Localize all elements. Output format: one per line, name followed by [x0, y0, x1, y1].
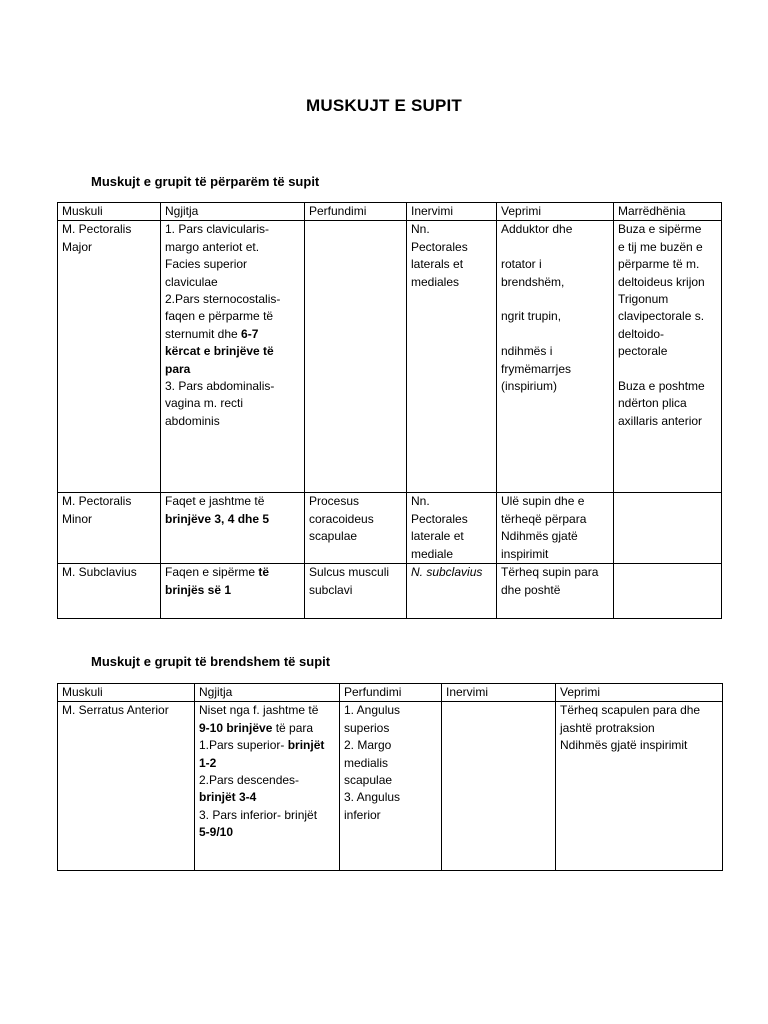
section-heading-internal: Muskujt e grupit të brendshem të supit: [91, 654, 331, 669]
header-marredhenia: Marrëdhënia: [614, 203, 722, 221]
cell-ngjitja: Faqet e jashtme të brinjëve 3, 4 dhe 5: [161, 493, 305, 564]
cell-muskuli: M. Subclavius: [58, 564, 161, 619]
cell-inervimi: N. subclavius: [407, 564, 497, 619]
cell-ngjitja: Faqen e sipërme të brinjës së 1: [161, 564, 305, 619]
cell-muskuli: M. Serratus Anterior: [58, 702, 195, 871]
cell-marredhenia: Buza e sipërme e tij me buzën e përparme të m. deltoideus krijon Trigonum clavipectorale s. deltoido- pectorale Buza e poshtme ndërton plica axillaris anterior: [614, 221, 722, 493]
anterior-muscles-table: [57, 202, 722, 619]
header-muskuli: Muskuli: [58, 203, 161, 221]
cell-perfundimi: [305, 221, 407, 493]
cell-veprimi: Tërheq supin para dhe poshtë: [497, 564, 614, 619]
header-inervimi: Inervimi: [442, 684, 556, 702]
cell-inervimi: [442, 702, 556, 871]
table-header-row: [58, 684, 723, 702]
table-row: [58, 564, 722, 619]
header-muskuli: Muskuli: [58, 684, 195, 702]
cell-marredhenia: [614, 493, 722, 564]
section-heading-anterior: Muskujt e grupit të përparëm të supit: [91, 174, 320, 189]
header-ngjitja: Ngjitja: [161, 203, 305, 221]
cell-inervimi: Nn. Pectorales laterals et mediales: [407, 221, 497, 493]
cell-veprimi: Adduktor dhe rotator i brendshëm, ngrit trupin, ndihmës i frymëmarrjes (inspirium): [497, 221, 614, 493]
header-veprimi: Veprimi: [556, 684, 723, 702]
cell-perfundimi: 1. Angulus superios 2. Margo medialis scapulae 3. Angulus inferior: [340, 702, 442, 871]
cell-muskuli: M. Pectoralis Major: [58, 221, 161, 493]
table-row: [58, 221, 722, 493]
cell-veprimi: Tërheq scapulen para dhe jashtë protraksion Ndihmës gjatë inspirimit: [556, 702, 723, 871]
table-header-row: [58, 203, 722, 221]
cell-perfundimi: Procesus coracoideus scapulae: [305, 493, 407, 564]
header-perfundimi: Perfundimi: [305, 203, 407, 221]
header-perfundimi: Perfundimi: [340, 684, 442, 702]
cell-marredhenia: [614, 564, 722, 619]
cell-perfundimi: Sulcus musculi subclavi: [305, 564, 407, 619]
cell-muskuli: M. Pectoralis Minor: [58, 493, 161, 564]
cell-inervimi: Nn. Pectorales laterale et mediale: [407, 493, 497, 564]
cell-veprimi: Ulë supin dhe e tërheqë përpara Ndihmës gjatë inspirimit: [497, 493, 614, 564]
internal-muscles-table: [57, 683, 723, 871]
cell-ngjitja: Niset nga f. jashtme të 9-10 brinjëve të para 1.Pars superior- brinjët 1-2 2.Pars descendes- brinjët 3-4 3. Pars inferior- brinjët 5-9/10: [195, 702, 340, 871]
header-inervimi: Inervimi: [407, 203, 497, 221]
page-title: MUSKUJT E SUPIT: [305, 96, 463, 115]
header-veprimi: Veprimi: [497, 203, 614, 221]
table-row: [58, 493, 722, 564]
cell-ngjitja: 1. Pars clavicularis- margo anteriot et. Facies superior claviculae 2.Pars sternocostalis- faqen e përparme të sternumit dhe 6-7 kërcat e brinjëve të para 3. Pars abdominalis- vagina m. recti abdominis: [161, 221, 305, 493]
table-row: [58, 702, 723, 871]
header-ngjitja: Ngjitja: [195, 684, 340, 702]
